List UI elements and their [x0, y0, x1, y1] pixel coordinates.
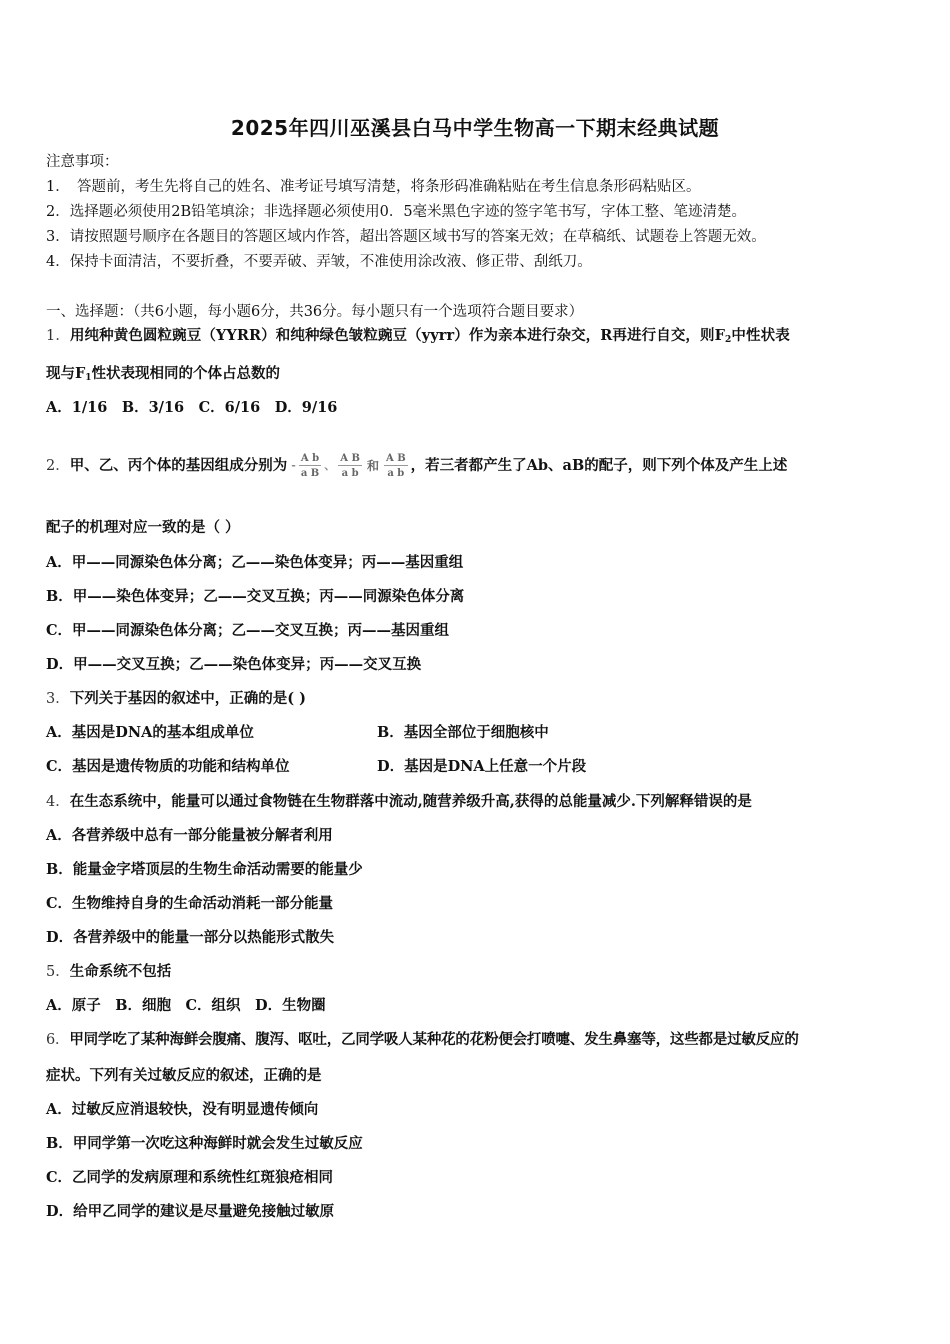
- figure-separator: 、: [324, 459, 336, 472]
- question-1-text-c: 现与F: [46, 365, 86, 382]
- genotype-bing-bar: [384, 465, 408, 466]
- question-2-text-b: ，若三者都产生了Ab、aB的配子，则下列个体及产生上述: [410, 457, 788, 474]
- question-3-option-c: C．基因是遗传物质的功能和结构单位: [46, 758, 290, 775]
- genotype-bing-bottom: a b: [387, 468, 405, 479]
- notice-heading: 注意事项：: [46, 154, 119, 170]
- question-3-number: 3．: [46, 691, 70, 707]
- question-1-text-b: 中性状表: [731, 327, 790, 344]
- question-4-text: 在生态系统中，能量可以通过食物链在生物群落中流动,随营养级升高,获得的总能量减少.下列解释错误的是: [69, 793, 752, 810]
- question-4-stem: [46, 792, 752, 812]
- question-3-stem: [46, 689, 306, 709]
- question-2-option-d: D．甲——交叉互换；乙——染色体变异；丙——交叉互换: [46, 656, 422, 673]
- question-1-sub-1: 1: [85, 373, 92, 383]
- question-3-options-row-1: [46, 723, 906, 743]
- question-6-line-1: [46, 1030, 799, 1050]
- question-6-option-a: A．过敏反应消退较快，没有明显遗传倾向: [46, 1101, 319, 1118]
- question-6-number: 6．: [46, 1032, 70, 1048]
- question-4-number: 4．: [46, 794, 70, 810]
- section-heading: 一、选择题：（共6小题，每小题6分，共36分。每小题只有一个选项符合题目要求）: [46, 304, 584, 320]
- question-4-option-c: C．生物维持自身的生命活动消耗一部分能量: [46, 895, 334, 912]
- question-6-option-b: B．甲同学第一次吃这种海鲜时就会发生过敏反应: [46, 1135, 363, 1152]
- genotype-jia-top: A b: [300, 453, 320, 464]
- question-3-option-b: B．基因全部位于细胞核中: [377, 724, 549, 741]
- question-3-option-a: A．基因是DNA的基本组成单位: [46, 724, 254, 741]
- question-2-text-a: 甲、乙、丙个体的基因组成分别为: [69, 457, 288, 474]
- genotype-jia-bar: [299, 465, 321, 466]
- question-1-text-d: 性状表现相同的个体占总数的: [91, 365, 281, 382]
- notice-item-1: 1． 答题前，考生先将自己的姓名、准考证号填写清楚，将条形码准确粘贴在考生信息条形码粘贴区。: [46, 179, 701, 195]
- question-3-options-row-2: [46, 757, 906, 777]
- question-3-option-d: D．基因是DNA上任意一个片段: [377, 758, 587, 775]
- genotype-yi-bottom: a b: [341, 468, 359, 479]
- question-5-text: 生命系统不包括: [69, 963, 172, 980]
- genotype-bing: [384, 453, 408, 479]
- question-4-option-d: D．各营养级中的能量一部分以热能形式散失: [46, 929, 335, 946]
- question-2-number: 2．: [46, 458, 70, 474]
- genotype-jia: [299, 453, 321, 479]
- genotype-yi: [338, 453, 362, 479]
- question-5-number: 5．: [46, 964, 70, 980]
- question-6-text-a: 甲同学吃了某种海鲜会腹痛、腹泻、呕吐，乙同学吸人某种花的花粉便会打喷嚏、发生鼻塞等，这些都是过敏反应的: [69, 1031, 799, 1048]
- question-4-option-b: B．能量金字塔顶层的生物生命活动需要的能量少: [46, 861, 363, 878]
- question-1-options: A．1/16 B．3/16 C．6/16 D．9/16: [46, 399, 338, 416]
- question-1-sub-2: 2: [725, 335, 732, 345]
- question-6-option-d: D．给甲乙同学的建议是尽量避免接触过敏原: [46, 1203, 335, 1220]
- genotype-bing-top: A B: [385, 453, 406, 464]
- notice-item-4: 4．保持卡面清洁，不要折叠，不要弄破、弄皱，不准使用涂改液、修正带、刮纸刀。: [46, 254, 592, 270]
- genotype-yi-top: A B: [340, 453, 360, 464]
- question-1-line-2: [46, 364, 280, 388]
- question-2-option-b: B．甲——染色体变异；乙——交叉互换；丙——同源染色体分离: [46, 588, 465, 605]
- question-6-option-c: C．乙同学的发病原理和系统性红斑狼疮相同: [46, 1169, 334, 1186]
- figure-and: 和: [366, 459, 379, 473]
- question-2-option-a: A．甲——同源染色体分离；乙——染色体变异；丙——基因重组: [46, 554, 464, 571]
- question-1-text-a: 用纯种黄色圆粒豌豆（YYRR）和纯种绿色皱粒豌豆（yyrr）作为亲本进行杂交，R再进行自交，则F: [69, 327, 726, 344]
- question-6-line-2: 症状。下列有关过敏反应的叙述，正确的是: [46, 1067, 322, 1084]
- genotype-figure: [289, 446, 408, 486]
- genotype-yi-bar: [338, 465, 362, 466]
- question-1-line-1: [46, 326, 790, 350]
- figure-dash: -: [291, 459, 296, 472]
- notice-item-2: 2．选择题必须使用2B铅笔填涂；非选择题必须使用0．5毫米黑色字迹的签字笔书写，字体工整、笔迹清楚。: [46, 204, 747, 220]
- question-2-line-1: [46, 446, 787, 486]
- question-4-option-a: A．各营养级中总有一部分能量被分解者利用: [46, 827, 333, 844]
- notice-item-3: 3．请按照题号顺序在各题目的答题区域内作答，超出答题区域书写的答案无效；在草稿纸、试题卷上答题无效。: [46, 229, 766, 245]
- question-3-text: 下列关于基因的叙述中，正确的是( ): [69, 690, 307, 707]
- question-5-stem: [46, 962, 171, 982]
- question-1-number: 1．: [46, 328, 70, 344]
- question-2-line-2: 配子的机理对应一致的是（ ）: [46, 519, 240, 536]
- exam-title: 2025年四川巫溪县白马中学生物高一下期末经典试题: [230, 116, 720, 140]
- question-5-options: A．原子 B．细胞 C．组织 D．生物圈: [46, 997, 326, 1014]
- question-2-option-c: C．甲——同源染色体分离；乙——交叉互换；丙——基因重组: [46, 622, 450, 639]
- genotype-jia-bottom: a B: [300, 468, 320, 479]
